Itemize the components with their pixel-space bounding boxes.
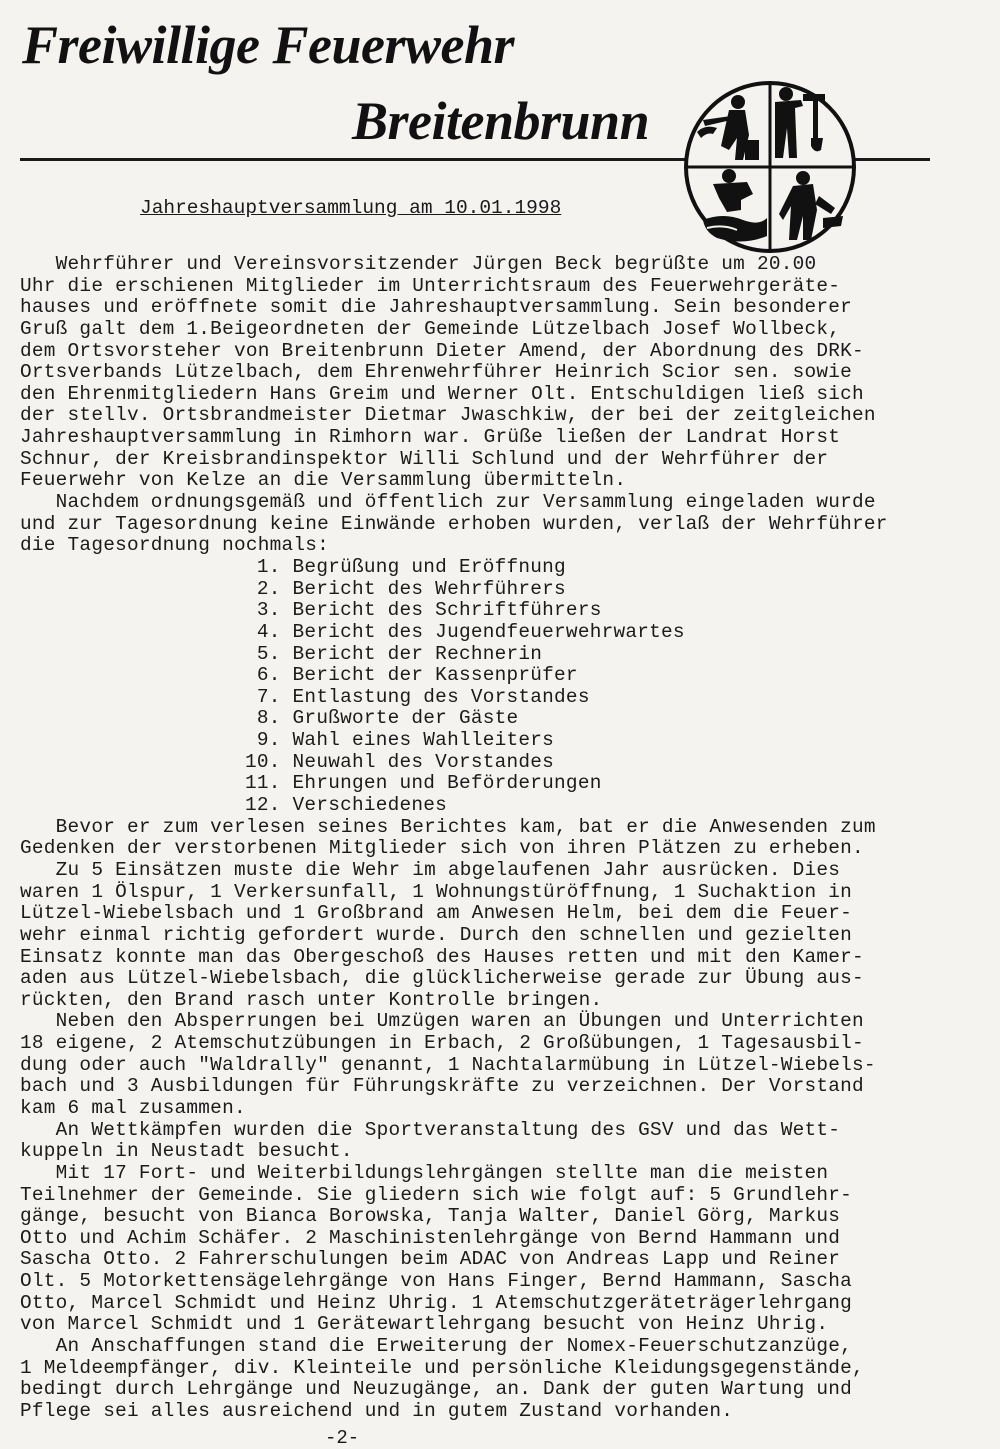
body-line: Mit 17 Fort- und Weiterbildungslehrgängen stellte man die meisten bbox=[20, 1161, 829, 1184]
meeting-heading: Jahreshauptversammlung am 10.01.1998 bbox=[140, 197, 562, 219]
agenda-item: 4. Bericht des Jugendfeuerwehrwartes bbox=[245, 620, 685, 643]
title-line-1: Freiwillige Feuerwehr bbox=[22, 15, 515, 75]
body-line: Schnur, der Kreisbrandinspektor Willi Schlund und der Wehrführer der bbox=[20, 447, 829, 470]
body-line: Teilnehmer der Gemeinde. Sie gliedern sich wie folgt auf: 5 Grundlehr- bbox=[20, 1183, 853, 1206]
body-line: hauses und eröffnete somit die Jahreshauptversammlung. Sein besonderer bbox=[20, 296, 853, 319]
body-line: bach und 3 Ausbildungen für Führungskräfte zu verzeichnen. Der Vorstand bbox=[20, 1075, 864, 1098]
body-line: Otto, Marcel Schmidt und Heinz Uhrig. 1 Atemschutzgeräteträgerlehrgang bbox=[20, 1291, 853, 1314]
body-line: kuppeln in Neustadt besucht. bbox=[20, 1140, 353, 1163]
page-number: -2- bbox=[325, 1427, 360, 1449]
title-line-2: Breitenbrunn bbox=[352, 91, 650, 151]
body-line: An Anschaffungen stand die Erweiterung der Nomex-Feuerschutzanzüge, bbox=[20, 1335, 853, 1358]
protocol-body bbox=[20, 254, 980, 1423]
agenda-item: 3. Bericht des Schriftführers bbox=[245, 599, 602, 622]
agenda-item: 11. Ehrungen und Beförderungen bbox=[245, 772, 602, 795]
body-line: wehr einmal richtig gefordert wurde. Durch den schnellen und gezielten bbox=[20, 923, 853, 946]
body-line: rückten, den Brand rasch unter Kontrolle bringen. bbox=[20, 988, 603, 1011]
body-line: kam 6 mal zusammen. bbox=[20, 1096, 246, 1119]
body-line: Lützel-Wiebelsbach und 1 Großbrand am Anwesen Helm, bei dem die Feuer- bbox=[20, 902, 853, 925]
agenda-item: 6. Bericht der Kassenprüfer bbox=[245, 664, 578, 687]
body-line: Einsatz konnte man das Obergeschoß des Hauses retten und mit den Kamer- bbox=[20, 945, 864, 968]
body-line: den Ehrenmitgliedern Hans Greim und Werner Olt. Entschuldigen ließ sich bbox=[20, 382, 864, 405]
body-line: bedingt durch Lehrgänge und Neuzugänge, an. Dank der guten Wartung und bbox=[20, 1378, 853, 1401]
body-line: Wehrführer und Vereinsvorsitzender Jürgen Beck begrüßte um 20.00 bbox=[20, 253, 817, 275]
body-line: Jahreshauptversammlung in Rimhorn war. Grüße ließen der Landrat Horst bbox=[20, 426, 841, 449]
agenda-item: 7. Entlastung des Vorstandes bbox=[245, 685, 590, 708]
agenda-item: 9. Wahl eines Wahlleiters bbox=[245, 729, 555, 752]
fire-brigade-emblem-icon bbox=[683, 80, 857, 254]
body-line: dung oder auch "Waldrally" genannt, 1 Nachtalarmübung in Lützel-Wiebels- bbox=[20, 1053, 876, 1076]
body-line: die Tagesordnung nochmals: bbox=[20, 534, 330, 557]
body-line: Otto und Achim Schäfer. 2 Maschinistenlehrgänge von Bernd Hammann und bbox=[20, 1226, 841, 1249]
agenda-item: 5. Bericht der Rechnerin bbox=[245, 642, 543, 665]
body-line: dem Ortsvorsteher von Breitenbrunn Dieter Amend, der Abordnung des DRK- bbox=[20, 339, 864, 362]
body-line: Olt. 5 Motorkettensägelehrgänge von Hans Finger, Bernd Hammann, Sascha bbox=[20, 1270, 853, 1293]
body-line: Nachdem ordnungsgemäß und öffentlich zur Versammlung eingeladen wurde bbox=[20, 491, 876, 514]
body-line: Gedenken der verstorbenen Mitglieder sich von ihren Plätzen zu erheben. bbox=[20, 837, 864, 860]
agenda-item: 12. Verschiedenes bbox=[245, 794, 448, 817]
agenda-item: 10. Neuwahl des Vorstandes bbox=[245, 750, 555, 773]
body-line: 1 Meldeempfänger, div. Kleinteile und persönliche Kleidungsgegenstände, bbox=[20, 1356, 864, 1379]
body-line: und zur Tagesordnung keine Einwände erhoben wurden, verlaß der Wehrführer bbox=[20, 512, 888, 535]
body-line: der stellv. Ortsbrandmeister Dietmar Jwaschkiw, der bei der zeitgleichen bbox=[20, 404, 876, 427]
body-line: gänge, besucht von Bianca Borowska, Tanja Walter, Daniel Görg, Markus bbox=[20, 1205, 841, 1228]
body-line: Sascha Otto. 2 Fahrerschulungen beim ADAC von Andreas Lapp und Reiner bbox=[20, 1248, 841, 1271]
body-line: Zu 5 Einsätzen muste die Wehr im abgelaufenen Jahr ausrücken. Dies bbox=[20, 858, 841, 881]
agenda-item: 2. Bericht des Wehrführers bbox=[245, 577, 566, 600]
body-line: Gruß galt dem 1.Beigeordneten der Gemeinde Lützelbach Josef Wollbeck, bbox=[20, 317, 841, 340]
agenda-item: 8. Grußworte der Gäste bbox=[245, 707, 519, 730]
agenda-item: 1. Begrüßung und Eröffnung bbox=[245, 555, 566, 578]
body-line: Bevor er zum verlesen seines Berichtes kam, bat er die Anwesenden zum bbox=[20, 815, 876, 838]
body-line: waren 1 Ölspur, 1 Verkersunfall, 1 Wohnungstüröffnung, 1 Suchaktion in bbox=[20, 880, 853, 903]
body-line: Neben den Absperrungen bei Umzügen waren an Übungen und Unterrichten bbox=[20, 1010, 864, 1033]
body-line: Ortsverbands Lützelbach, dem Ehrenwehrführer Heinrich Scior sen. sowie bbox=[20, 361, 853, 384]
body-line: Uhr die erschienen Mitglieder im Unterrichtsraum des Feuerwehrgeräte- bbox=[20, 274, 841, 297]
body-line: Pflege sei alles ausreichend und in gutem Zustand vorhanden. bbox=[20, 1399, 734, 1422]
body-line: 18 eigene, 2 Atemschutzübungen in Erbach, 2 Großübungen, 1 Tagesausbil- bbox=[20, 1032, 864, 1055]
body-line: von Marcel Schmidt und 1 Gerätewartlehrgang besucht von Heinz Uhrig. bbox=[20, 1313, 829, 1336]
body-line: Feuerwehr von Kelze an die Versammlung übermitteln. bbox=[20, 469, 627, 492]
body-line: aden aus Lützel-Wiebelsbach, die glücklicherweise gerade zur Übung aus- bbox=[20, 967, 864, 990]
body-line: An Wettkämpfen wurden die Sportveranstaltung des GSV und das Wett- bbox=[20, 1118, 841, 1141]
